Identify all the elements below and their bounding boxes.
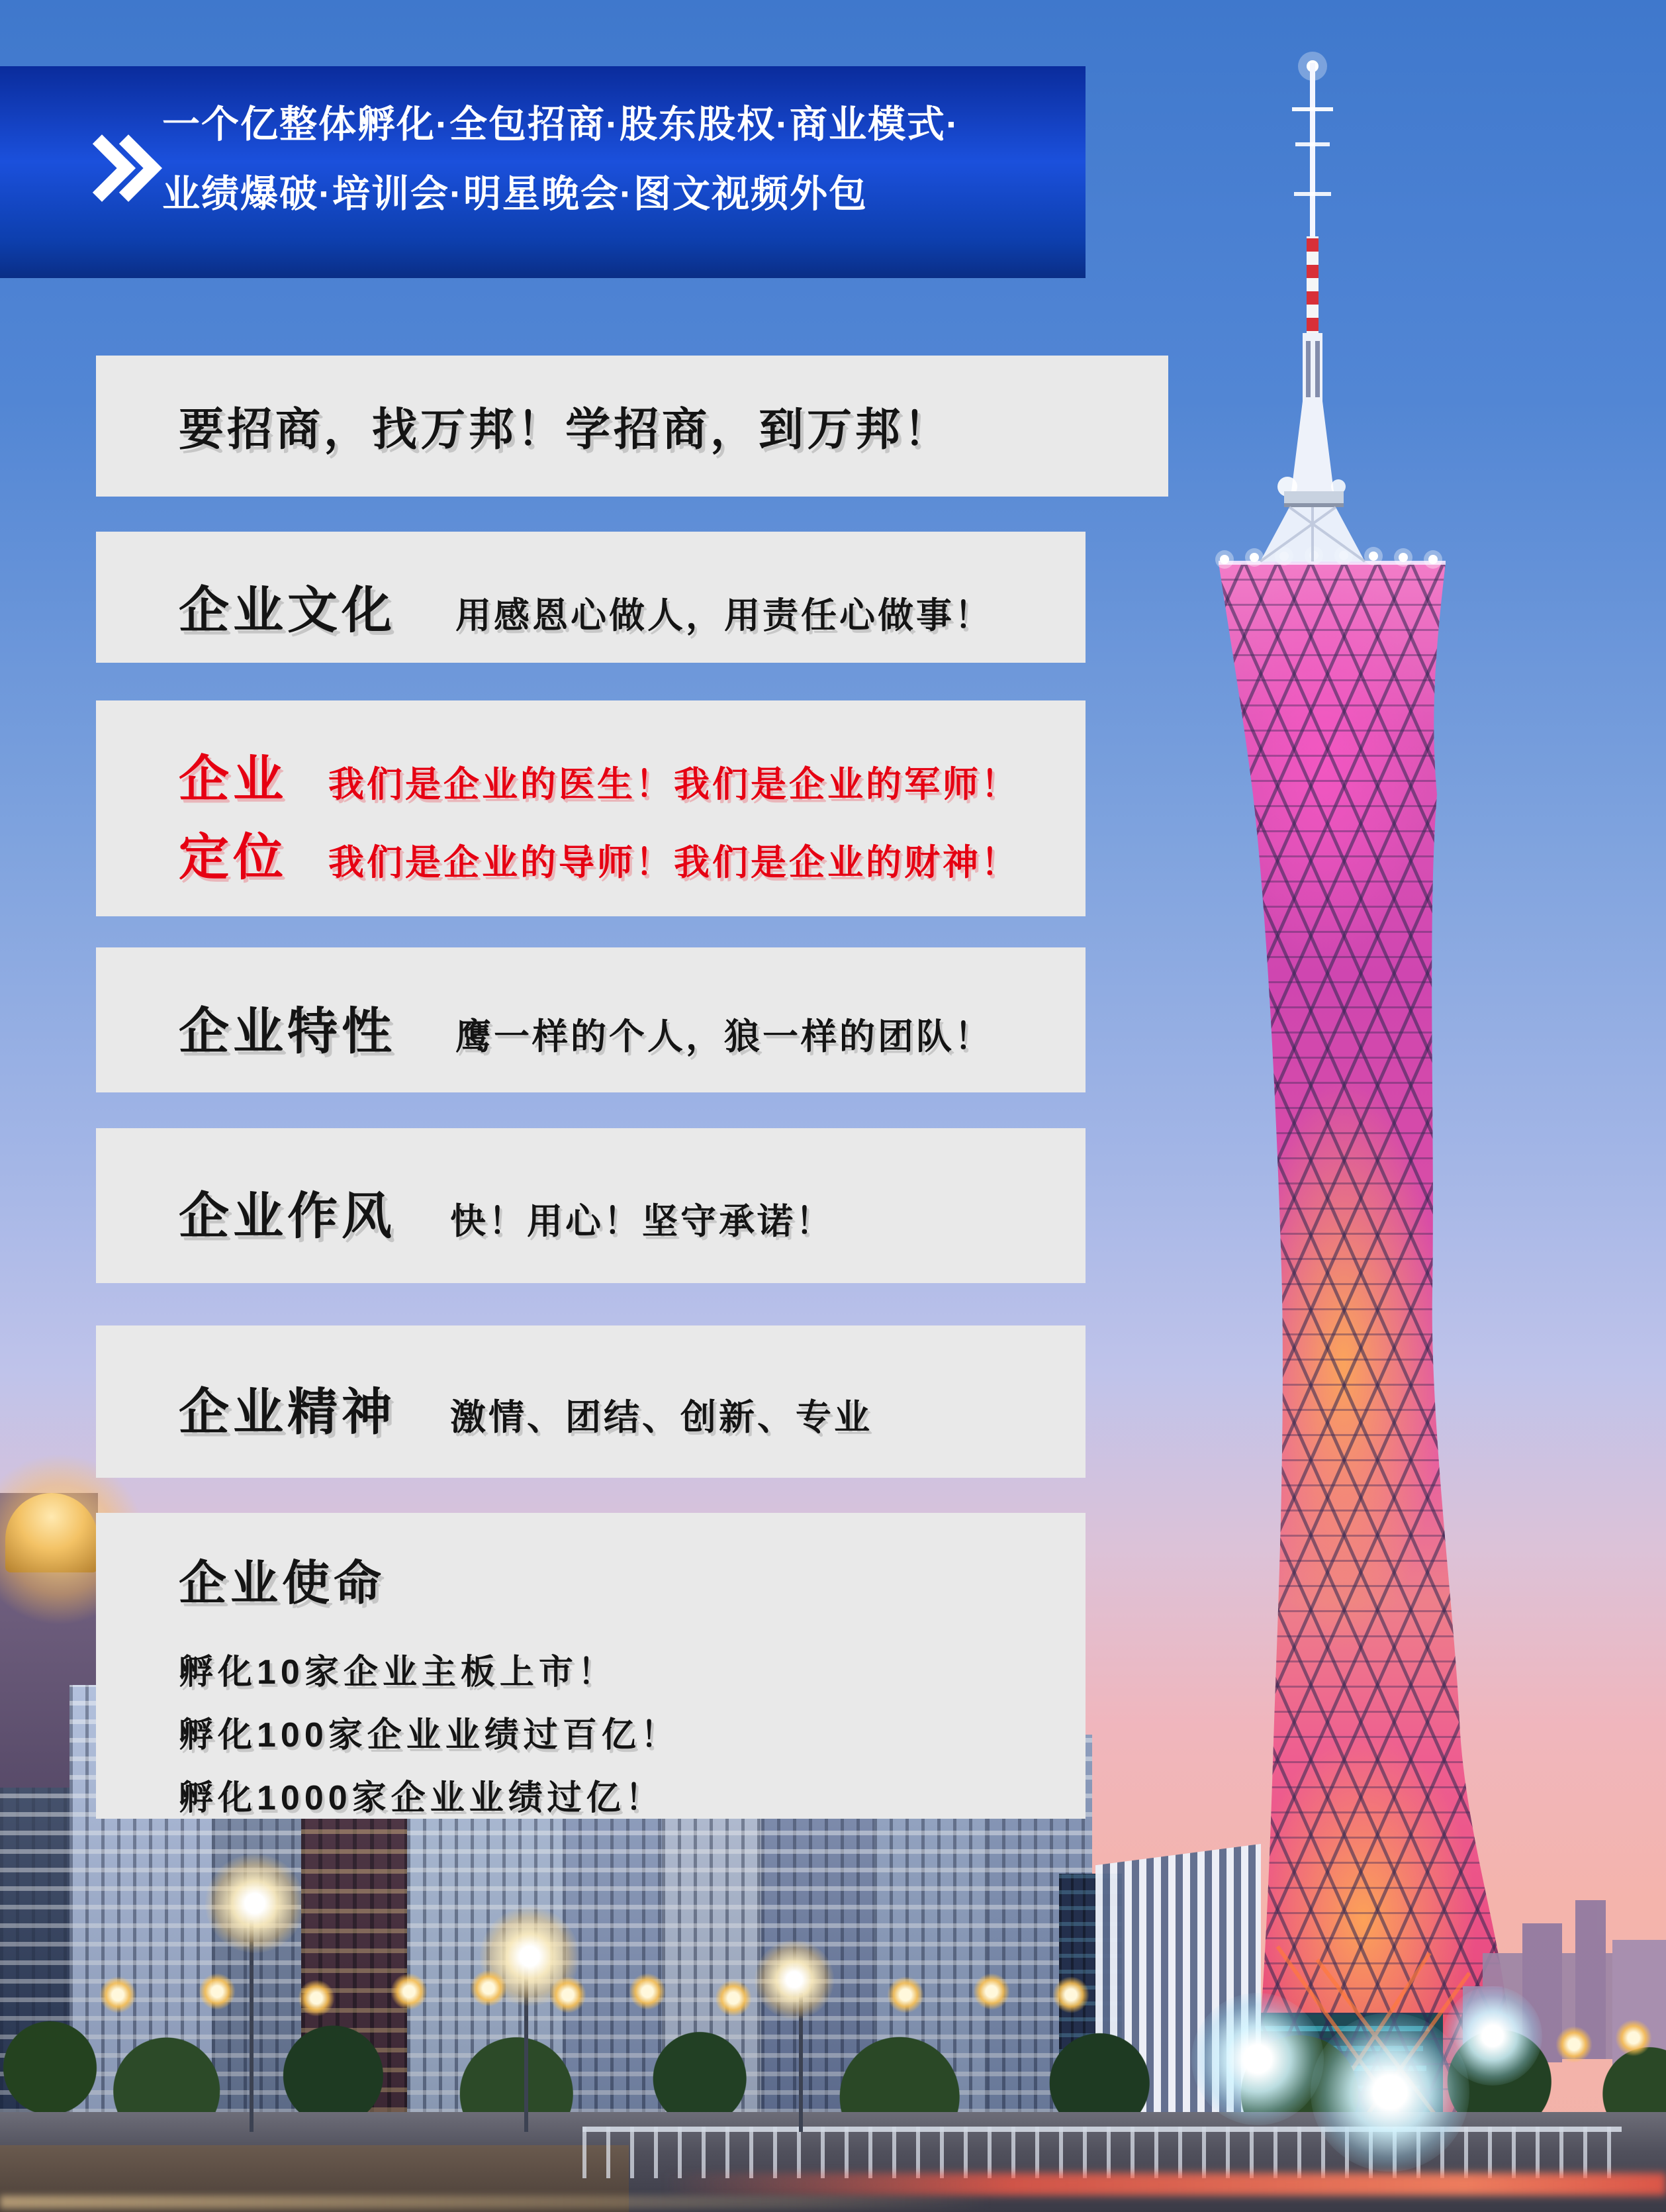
lamp-glow bbox=[1052, 1976, 1089, 2013]
section-title: 企业作风 bbox=[179, 1188, 396, 1245]
section-slogan-line1: 我们是企业的医生！我们是企业的军师！ bbox=[328, 765, 1019, 804]
mission-line: 孵化10家企业主板上市！ bbox=[179, 1653, 617, 1692]
banner-text bbox=[162, 90, 960, 229]
lamp-glow bbox=[1555, 2026, 1593, 2063]
section-slogan: 激情、团结、创新、专业 bbox=[450, 1398, 872, 1437]
lamp-glow bbox=[199, 1973, 236, 2010]
header-banner bbox=[0, 66, 1086, 278]
section-title-line2: 定位 bbox=[179, 830, 287, 886]
lamp-glow bbox=[99, 1976, 136, 2013]
mission-line: 孵化1000家企业业绩过亿！ bbox=[179, 1779, 665, 1817]
lamp-glow bbox=[755, 1940, 834, 2019]
banner-line-1: 一个亿整体孵化·全包招商·股东股权·商业模式· bbox=[162, 103, 960, 146]
headline-box bbox=[96, 356, 1168, 497]
lamp-glow bbox=[1191, 1993, 1324, 2125]
mission-line: 孵化100家企业业绩过百亿！ bbox=[179, 1716, 680, 1755]
section-title: 企业文化 bbox=[179, 583, 396, 639]
section-title: 企业精神 bbox=[179, 1384, 396, 1441]
section-positioning bbox=[96, 700, 1086, 916]
section-title-line1: 企业 bbox=[179, 751, 287, 808]
lamp-glow bbox=[887, 1976, 924, 2013]
section-traits bbox=[96, 947, 1086, 1092]
banner-line-2: 业绩爆破·培训会·明星晚会·图文视频外包 bbox=[162, 173, 868, 215]
headline-text: 要招商，找万邦！学招商，到万邦！ bbox=[179, 405, 952, 455]
lamp-glow bbox=[205, 1854, 304, 1953]
lamp-glow bbox=[1443, 1986, 1542, 2086]
lamp-glow bbox=[973, 1973, 1010, 2010]
lamp-glow bbox=[629, 1973, 666, 2010]
section-style bbox=[96, 1128, 1086, 1283]
section-title: 企业特性 bbox=[179, 1004, 396, 1060]
lamp-glow bbox=[298, 1980, 335, 2017]
section-mission bbox=[96, 1513, 1086, 1819]
section-title: 企业使命 bbox=[179, 1557, 386, 1610]
section-spirit bbox=[96, 1325, 1086, 1478]
section-slogan: 用感恩心做人，用责任心做事！ bbox=[455, 596, 993, 636]
section-slogan: 鹰一样的个人，狼一样的团队！ bbox=[455, 1017, 993, 1057]
lamp-glow bbox=[1615, 2019, 1652, 2056]
lamp-glow bbox=[391, 1973, 428, 2010]
lamp-glow bbox=[470, 1970, 507, 2007]
lamp-glow bbox=[549, 1976, 586, 2013]
section-culture bbox=[96, 532, 1086, 663]
section-slogan: 快！用心！坚守承诺！ bbox=[450, 1202, 834, 1241]
section-slogan-line2: 我们是企业的导师！我们是企业的财神！ bbox=[328, 843, 1019, 883]
lamp-glow bbox=[715, 1980, 752, 2017]
